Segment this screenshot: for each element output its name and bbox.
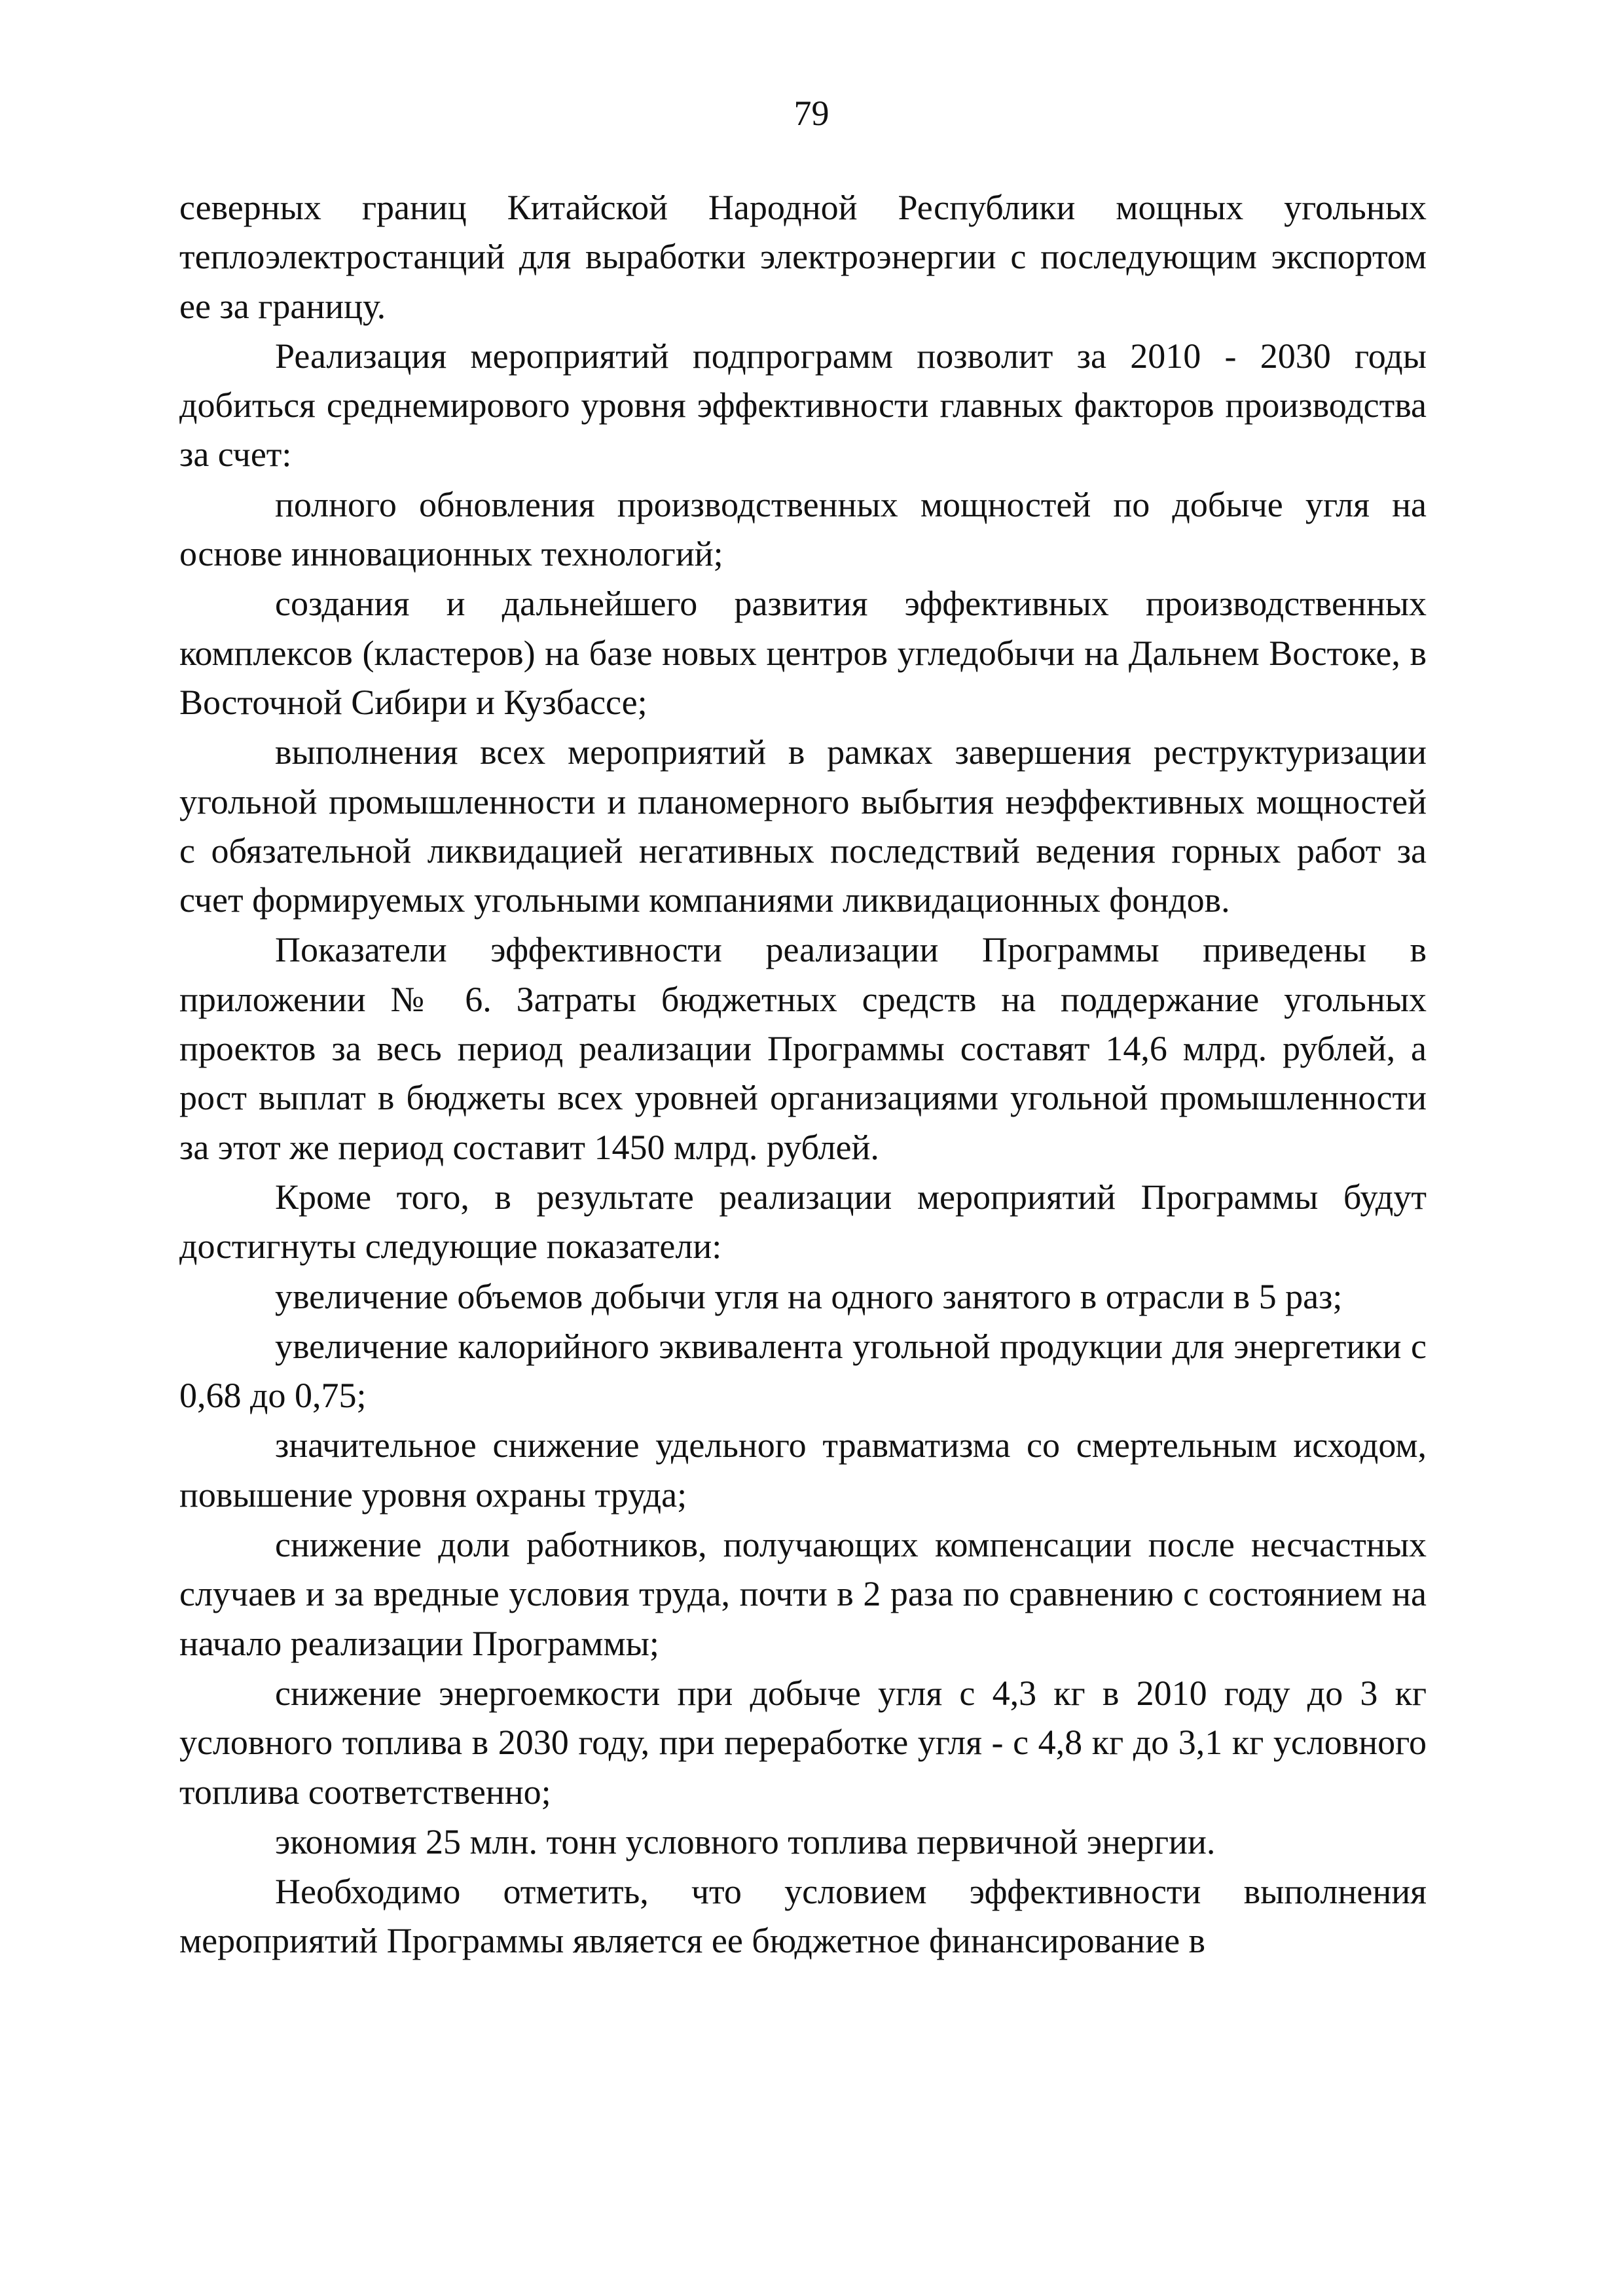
paragraph: Показатели эффективности реализации Программы приведены в приложении № 6. Затраты бюджетных средств на поддержание угольных проектов за весь период реализации Программы составят 14,6 млрд. рублей, а рост выплат в бюджеты всех уровней организациями угольной промышленности за этот же период составит 1450 млрд. рублей. [179, 930, 1427, 1167]
paragraph: Реализация мероприятий подпрограмм позволит за 2010 - 2030 годы добиться среднемирового уровня эффективности главных факторов производства за счет: [179, 336, 1427, 475]
paragraph: увеличение объемов добычи угля на одного занятого в отрасли в 5 раз; [275, 1276, 1343, 1316]
paragraph: снижение энергоемкости при добыче угля с 4,3 кг в 2010 году до 3 кг условного топлива в 2030 году, при переработке угля - с 4,8 кг до 3,1 кг условного топлива соответственно; [179, 1673, 1427, 1812]
paragraph: создания и дальнейшего развития эффективных производственных комплексов (кластеров) на базе новых центров угледобычи на Дальнем Востоке, в Восточной Сибири и Кузбассе; [179, 584, 1427, 722]
paragraph: увеличение калорийного эквивалента угольной продукции для энергетики с 0,68 до 0,75; [179, 1326, 1427, 1416]
paragraph: северных границ Китайской Народной Республики мощных угольных теплоэлектростанций для выработки электроэнергии с последующим экспортом ее за границу. [179, 188, 1427, 326]
paragraph: снижение доли работников, получающих компенсации после несчастных случаев и за вредные условия труда, почти в 2 раза по сравнению с состоянием на начало реализации Программы; [179, 1525, 1427, 1663]
paragraph: выполнения всех мероприятий в рамках завершения реструктуризации угольной промышленности и планомерного выбытия неэффективных мощностей с обязательной ликвидацией негативных последствий ведения горных работ за счет формируемых угольными компаниями ликвидационных фондов. [179, 732, 1427, 920]
paragraph: экономия 25 млн. тонн условного топлива первичной энергии. [275, 1821, 1216, 1861]
paragraph: Кроме того, в результате реализации мероприятий Программы будут достигнуты следующие показатели: [179, 1177, 1427, 1266]
paragraph: значительное снижение удельного травматизма со смертельным исходом, повышение уровня охраны труда; [179, 1426, 1427, 1515]
paragraph: Необходимо отметить, что условием эффективности выполнения мероприятий Программы является ее бюджетное финансирование в [179, 1872, 1427, 1961]
paragraph: полного обновления производственных мощностей по добыче угля на основе инновационных технологий; [179, 484, 1427, 574]
body-text [179, 183, 1427, 1967]
page-number: 79 [793, 94, 830, 133]
